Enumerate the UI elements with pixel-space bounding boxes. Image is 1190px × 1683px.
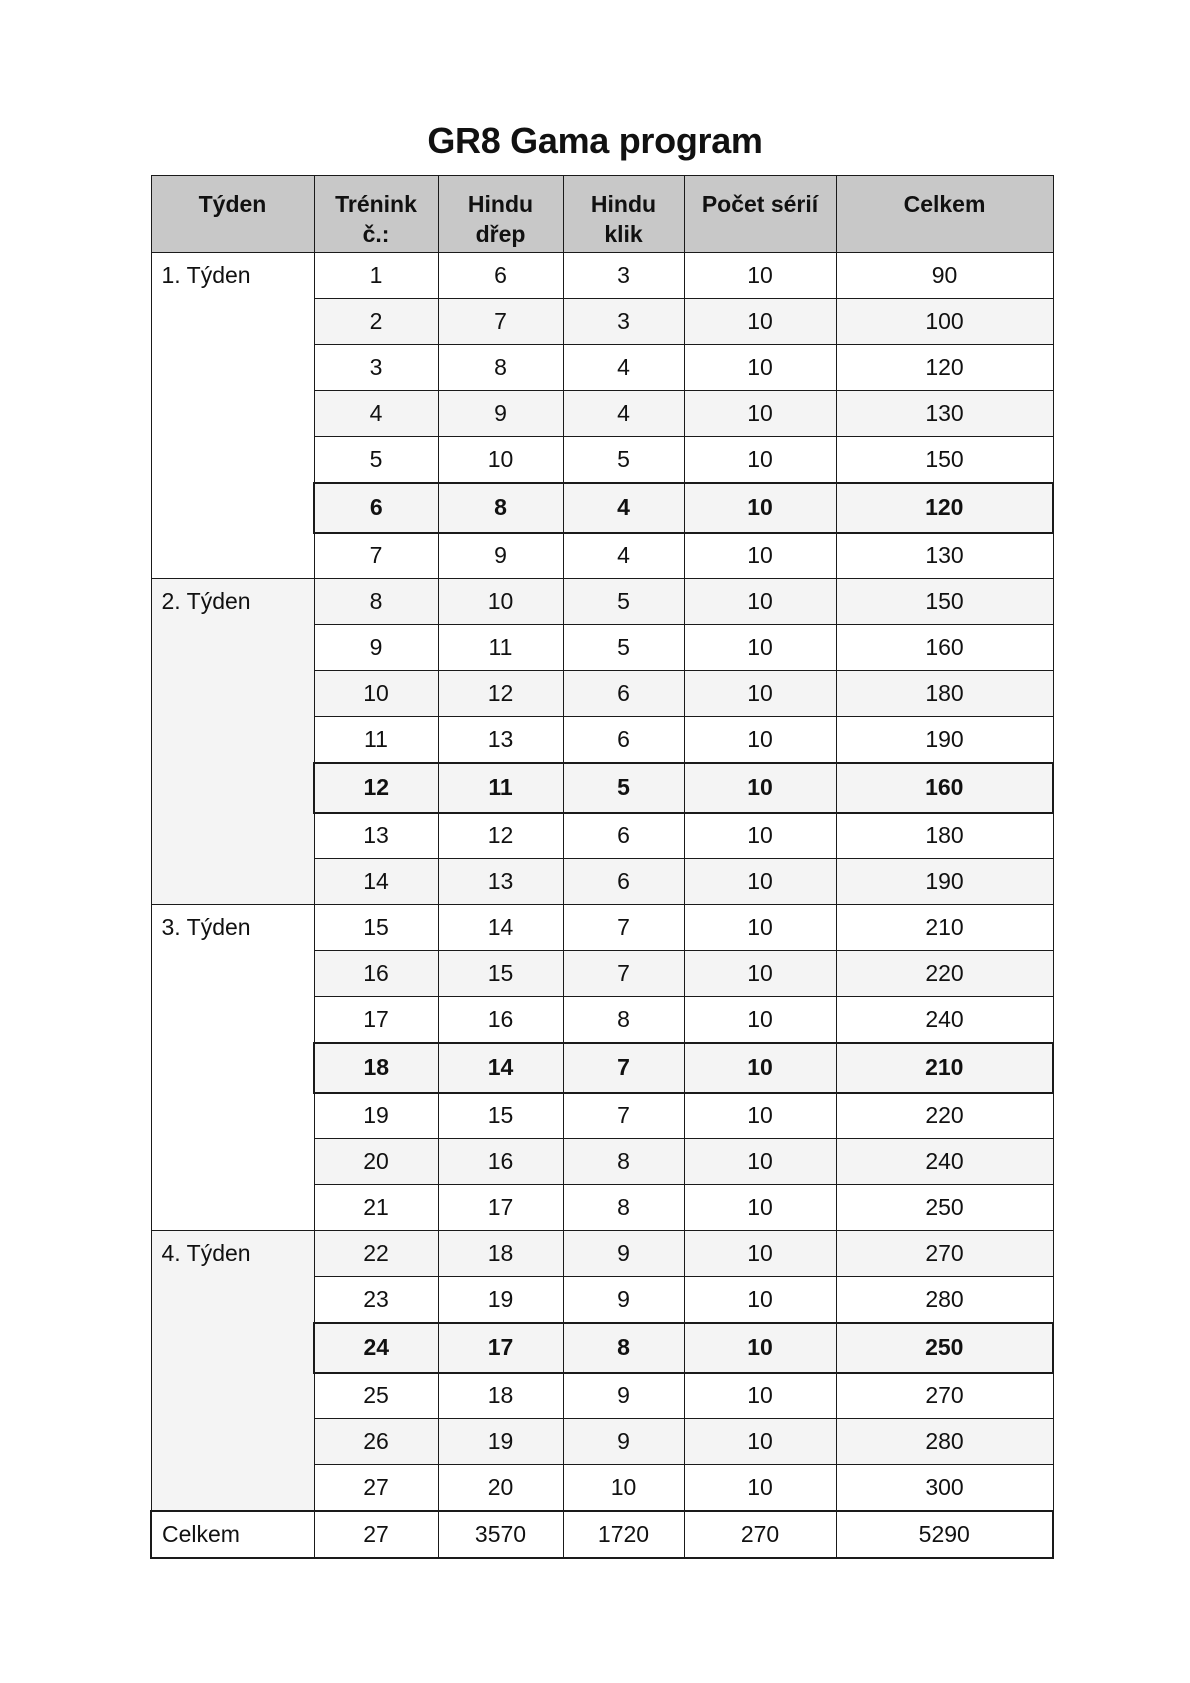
cell-total: 90 [836,253,1053,299]
header-pushup [563,176,684,253]
cell-total: 180 [836,813,1053,859]
cell-pushup: 4 [563,345,684,391]
cell-sets: 10 [684,951,836,997]
cell-sets: 10 [684,625,836,671]
cell-training: 20 [314,1139,438,1185]
cell-squat: 11 [438,763,563,813]
cell-total: 190 [836,859,1053,905]
cell-sets: 10 [684,299,836,345]
table-row [151,1231,1053,1277]
cell-total: 240 [836,1139,1053,1185]
cell-pushup: 7 [563,905,684,951]
week-group [151,1231,1053,1511]
header-training-line1: Trénink [335,191,417,217]
cell-sets: 10 [684,1465,836,1511]
cell-pushup: 6 [563,813,684,859]
cell-pushup: 4 [563,533,684,579]
cell-pushup: 6 [563,859,684,905]
cell-pushup: 6 [563,671,684,717]
cell-training: 27 [314,1465,438,1511]
cell-squat: 20 [438,1465,563,1511]
cell-training: 13 [314,813,438,859]
cell-sets: 10 [684,391,836,437]
page-title: GR8 Gama program [427,120,763,161]
cell-total: 210 [836,905,1053,951]
cell-sets: 10 [684,437,836,483]
cell-training: 26 [314,1419,438,1465]
cell-pushup: 4 [563,391,684,437]
cell-training: 25 [314,1373,438,1419]
cell-training: 2 [314,299,438,345]
week-group [151,905,1053,1231]
cell-total: 130 [836,391,1053,437]
header-sets-label: Počet sérií [701,191,819,217]
cell-total: 120 [836,345,1053,391]
cell-total: 220 [836,951,1053,997]
week-group [151,253,1053,579]
cell-training: 18 [314,1043,438,1093]
cell-pushup: 8 [563,1185,684,1231]
totals-training: 27 [314,1511,438,1558]
cell-training: 16 [314,951,438,997]
header-squat [438,176,563,253]
cell-sets: 10 [684,1419,836,1465]
cell-squat: 8 [438,483,563,533]
header-squat-line2: dřep [475,221,526,247]
cell-sets: 10 [684,1093,836,1139]
cell-total: 150 [836,579,1053,625]
cell-pushup: 3 [563,253,684,299]
cell-sets: 10 [684,1373,836,1419]
cell-squat: 17 [438,1185,563,1231]
cell-total: 120 [836,483,1053,533]
cell-training: 17 [314,997,438,1043]
table-header [151,176,1053,253]
table-row [151,253,1053,299]
header-pushup-line2: klik [604,221,643,247]
cell-total: 250 [836,1323,1053,1373]
cell-total: 160 [836,763,1053,813]
cell-squat: 15 [438,951,563,997]
cell-total: 190 [836,717,1053,763]
table-row [151,579,1053,625]
cell-training: 12 [314,763,438,813]
cell-sets: 10 [684,1277,836,1323]
header-total-label: Celkem [903,191,986,217]
cell-pushup: 5 [563,763,684,813]
cell-pushup: 7 [563,1093,684,1139]
week-label: 3. Týden [151,905,314,1231]
cell-sets: 10 [684,813,836,859]
cell-training: 1 [314,253,438,299]
cell-pushup: 5 [563,579,684,625]
cell-pushup: 8 [563,997,684,1043]
cell-total: 150 [836,437,1053,483]
totals-pushup: 1720 [563,1511,684,1558]
cell-pushup: 4 [563,483,684,533]
totals-squat: 3570 [438,1511,563,1558]
cell-total: 220 [836,1093,1053,1139]
totals-label: Celkem [151,1511,314,1558]
cell-squat: 14 [438,905,563,951]
cell-squat: 17 [438,1323,563,1373]
cell-pushup: 3 [563,299,684,345]
header-row [151,176,1053,253]
header-training-line2: č.: [362,221,390,247]
cell-training: 23 [314,1277,438,1323]
cell-training: 7 [314,533,438,579]
cell-training: 11 [314,717,438,763]
cell-squat: 6 [438,253,563,299]
cell-total: 280 [836,1419,1053,1465]
training-program-table [150,175,1054,1559]
cell-training: 9 [314,625,438,671]
header-squat-line1: Hindu [467,191,534,217]
cell-squat: 8 [438,345,563,391]
cell-training: 14 [314,859,438,905]
cell-squat: 10 [438,579,563,625]
cell-pushup: 10 [563,1465,684,1511]
header-pushup-line1: Hindu [590,191,657,217]
cell-squat: 10 [438,437,563,483]
header-sets [684,176,836,253]
table-footer [151,1511,1053,1558]
header-week [151,176,314,253]
cell-squat: 13 [438,859,563,905]
cell-sets: 10 [684,905,836,951]
header-week-label: Týden [198,191,267,217]
cell-squat: 9 [438,533,563,579]
totals-sets: 270 [684,1511,836,1558]
cell-total: 270 [836,1231,1053,1277]
cell-training: 15 [314,905,438,951]
cell-training: 24 [314,1323,438,1373]
cell-sets: 10 [684,997,836,1043]
cell-pushup: 9 [563,1419,684,1465]
cell-pushup: 5 [563,437,684,483]
cell-total: 280 [836,1277,1053,1323]
cell-total: 300 [836,1465,1053,1511]
week-group [151,579,1053,905]
cell-total: 160 [836,625,1053,671]
cell-training: 5 [314,437,438,483]
cell-total: 100 [836,299,1053,345]
cell-training: 6 [314,483,438,533]
cell-training: 10 [314,671,438,717]
cell-training: 8 [314,579,438,625]
cell-sets: 10 [684,579,836,625]
cell-training: 21 [314,1185,438,1231]
cell-squat: 14 [438,1043,563,1093]
week-label: 4. Týden [151,1231,314,1511]
cell-pushup: 7 [563,1043,684,1093]
cell-squat: 18 [438,1231,563,1277]
cell-sets: 10 [684,717,836,763]
totals-total: 5290 [836,1511,1053,1558]
cell-sets: 10 [684,1323,836,1373]
header-total [836,176,1053,253]
cell-sets: 10 [684,483,836,533]
cell-training: 22 [314,1231,438,1277]
cell-pushup: 8 [563,1323,684,1373]
cell-sets: 10 [684,1139,836,1185]
cell-squat: 19 [438,1277,563,1323]
week-label: 1. Týden [151,253,314,579]
cell-training: 3 [314,345,438,391]
cell-sets: 10 [684,859,836,905]
week-label: 2. Týden [151,579,314,905]
cell-sets: 10 [684,763,836,813]
cell-pushup: 9 [563,1277,684,1323]
cell-total: 180 [836,671,1053,717]
cell-pushup: 8 [563,1139,684,1185]
cell-training: 19 [314,1093,438,1139]
table-row [151,905,1053,951]
cell-squat: 12 [438,813,563,859]
cell-squat: 13 [438,717,563,763]
cell-pushup: 9 [563,1373,684,1419]
cell-sets: 10 [684,1185,836,1231]
cell-sets: 10 [684,253,836,299]
cell-squat: 9 [438,391,563,437]
cell-total: 130 [836,533,1053,579]
cell-pushup: 6 [563,717,684,763]
cell-total: 250 [836,1185,1053,1231]
cell-sets: 10 [684,533,836,579]
cell-squat: 7 [438,299,563,345]
cell-total: 270 [836,1373,1053,1419]
cell-sets: 10 [684,1043,836,1093]
cell-squat: 19 [438,1419,563,1465]
cell-pushup: 9 [563,1231,684,1277]
cell-squat: 18 [438,1373,563,1419]
cell-squat: 15 [438,1093,563,1139]
cell-pushup: 7 [563,951,684,997]
cell-training: 4 [314,391,438,437]
cell-squat: 16 [438,997,563,1043]
cell-total: 210 [836,1043,1053,1093]
cell-sets: 10 [684,345,836,391]
cell-squat: 12 [438,671,563,717]
cell-squat: 16 [438,1139,563,1185]
totals-row [151,1511,1053,1558]
cell-sets: 10 [684,1231,836,1277]
cell-total: 240 [836,997,1053,1043]
cell-squat: 11 [438,625,563,671]
header-training [314,176,438,253]
cell-pushup: 5 [563,625,684,671]
cell-sets: 10 [684,671,836,717]
